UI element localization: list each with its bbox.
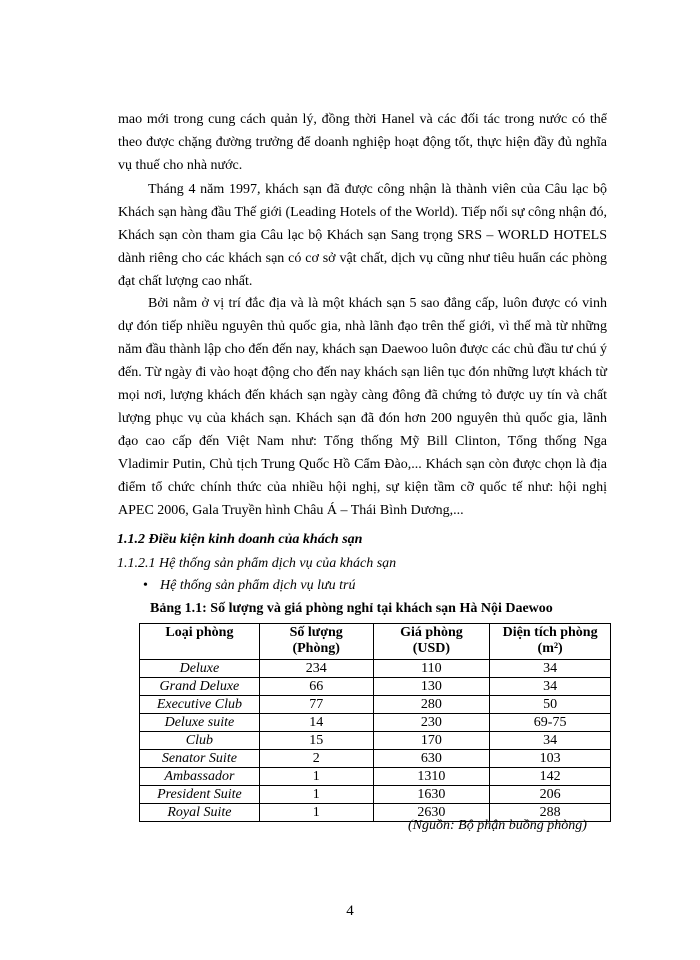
cell-price: 130 (373, 678, 490, 696)
cell-room-type: Executive Club (140, 696, 260, 714)
subsection-heading-1-1-2-1: 1.1.2.1 Hệ thống sản phẩm dịch vụ của khách sạn (117, 556, 397, 571)
section-heading-1-1-2: 1.1.2 Điều kiện kinh doanh của khách sạn (117, 532, 363, 547)
table-row (140, 660, 611, 678)
paragraph-notable-guests: Bởi nằm ở vị trí đắc địa và là một khách sạn 5 sao đẳng cấp, luôn được có vinh dự đón tiếp nhiều nguyên thủ quốc gia, nhà lãnh đạo trên thế giới, vì thế mà từ những năm đầu thành lập cho đến đến nay, khách sạn Daewoo luôn được các chủ đầu tư chú ý đến. Từ ngày đi vào hoạt động cho đến nay khách sạn liên tục đón những lượt khách từ mọi nơi, lượng khách đến khách sạn ngày càng đông đã chứng tỏ được uy tín và chất lượng phục vụ của khách sạn. Khách sạn đã đón hơn 200 nguyên thủ quốc gia, lãnh đạo cao cấp đến Việt Nam như: Tổng thống Mỹ Bill Clinton, Tổng thống Nga Vladimir Putin, Chủ tịch Trung Quốc Hồ Cẩm Đào,... Khách sạn còn được chọn là địa điểm tổ chức chính thức của nhiều hội nghị, sự kiện tầm cỡ quốc tế như: hội nghị APEC 2006, Gala Truyền hình Châu Á – Thái Bình Dương,... (118, 296, 607, 518)
page-number: 4 (346, 903, 354, 919)
cell-room-type: President Suite (140, 786, 260, 804)
cell-room-type: Senator Suite (140, 750, 260, 768)
cell-quantity: 66 (259, 678, 373, 696)
cell-price: 170 (373, 732, 490, 750)
cell-quantity: 1 (259, 786, 373, 804)
cell-quantity: 2 (259, 750, 373, 768)
cell-quantity: 77 (259, 696, 373, 714)
bullet-item-label: Hệ thống sản phẩm dịch vụ lưu trú (160, 578, 356, 593)
cell-area: 34 (490, 660, 611, 678)
table-row (140, 678, 611, 696)
cell-price: 630 (373, 750, 490, 768)
cell-area: 288 (490, 804, 611, 822)
bullet-icon: • (143, 578, 148, 593)
cell-price: 110 (373, 660, 490, 678)
table-header-row (140, 624, 611, 660)
table-row (140, 696, 611, 714)
table-source-note: (Nguồn: Bộ phận buồng phòng) (408, 818, 587, 833)
cell-price: 1310 (373, 768, 490, 786)
header-area: Diện tích phòng (m²) (490, 624, 611, 660)
cell-area: 142 (490, 768, 611, 786)
cell-quantity: 1 (259, 804, 373, 822)
cell-price: 230 (373, 714, 490, 732)
cell-room-type: Deluxe suite (140, 714, 260, 732)
paragraph-leading-hotels: Tháng 4 năm 1997, khách sạn đã được công nhận là thành viên của Câu lạc bộ Khách sạn hàng đầu Thế giới (Leading Hotels of the World). Tiếp nối sự công nhận đó, Khách sạn còn tham gia Câu lạc bộ Khách sạn Sang trọng SRS – WORLD HOTELS dành riêng cho các khách sạn có cơ sở vật chất, dịch vụ cũng như tiêu huẩn các phòng đạt chất lượng cao nhất. (118, 182, 607, 289)
cell-area: 103 (490, 750, 611, 768)
cell-quantity: 234 (259, 660, 373, 678)
cell-room-type: Royal Suite (140, 804, 260, 822)
header-quantity: Số lượng (Phòng) (259, 624, 373, 660)
cell-quantity: 1 (259, 768, 373, 786)
table-row (140, 732, 611, 750)
cell-quantity: 14 (259, 714, 373, 732)
cell-area: 34 (490, 678, 611, 696)
cell-quantity: 15 (259, 732, 373, 750)
table-row (140, 786, 611, 804)
room-price-table (139, 623, 611, 822)
cell-room-type: Ambassador (140, 768, 260, 786)
cell-price: 280 (373, 696, 490, 714)
cell-area: 206 (490, 786, 611, 804)
cell-price: 1630 (373, 786, 490, 804)
cell-area: 69-75 (490, 714, 611, 732)
paragraph-intro: mao mới trong cung cách quản lý, đồng thời Hanel và các đối tác trong nước có thể theo được chặng đường trưởng để doanh nghiệp hoạt động tốt, thực hiện đầy đủ nghĩa vụ thuế cho nhà nước. (118, 112, 607, 173)
cell-area: 50 (490, 696, 611, 714)
cell-price: 2630 (373, 804, 490, 822)
table-row (140, 714, 611, 732)
cell-room-type: Club (140, 732, 260, 750)
table-caption: Bảng 1.1: Số lượng và giá phòng nghỉ tại khách sạn Hà Nội Daewoo (150, 601, 553, 616)
cell-room-type: Grand Deluxe (140, 678, 260, 696)
cell-area: 34 (490, 732, 611, 750)
header-price: Giá phòng (USD) (373, 624, 490, 660)
bullet-item-accommodation (143, 578, 355, 594)
header-room-type: Loại phòng (140, 624, 260, 660)
table-row (140, 750, 611, 768)
cell-room-type: Deluxe (140, 660, 260, 678)
table-row (140, 768, 611, 786)
